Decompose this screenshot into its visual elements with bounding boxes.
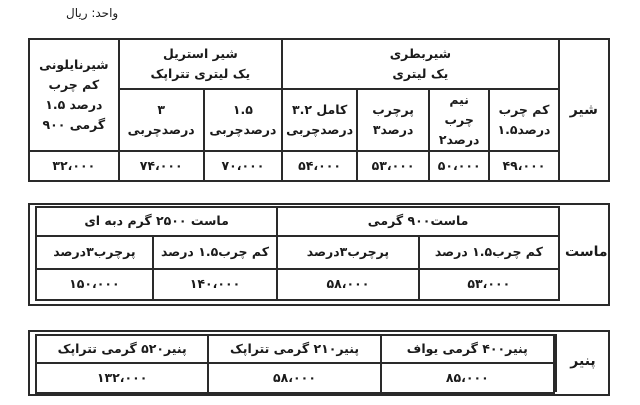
milk-price-6: ۷۴،۰۰۰: [119, 151, 204, 181]
milk-bottled-group: [282, 39, 559, 89]
milk-nylon-price: ۳۲،۰۰۰: [29, 151, 119, 181]
milk-item-1-l2: ۱.۵درصد: [497, 122, 551, 137]
milk-item-5: [204, 89, 282, 151]
yogurt-900-group: ماست۹۰۰ گرمی: [277, 207, 559, 236]
milk-sterile-group: [119, 39, 282, 89]
milk-price-4: ۵۴،۰۰۰: [282, 151, 357, 181]
milk-nylon-l2: کم چرب: [48, 77, 100, 92]
milk-category: شیر: [559, 39, 609, 181]
milk-nylon-l4: ۹۰۰ گرمی: [42, 117, 106, 132]
milk-item-6: [119, 89, 204, 151]
milk-price-1: ۴۹،۰۰۰: [489, 151, 558, 181]
milk-price-5: ۷۰،۰۰۰: [204, 151, 282, 181]
milk-item-1: [489, 89, 558, 151]
milk-bottled-sub: یک لیتری: [392, 66, 449, 81]
milk-nylon-header: [29, 39, 119, 151]
milk-item-2-l2: ۲درصد: [438, 132, 480, 147]
milk-item-4-l1: کامل ۳.۲: [291, 102, 348, 117]
milk-item-6-l2: درصدچربی: [127, 122, 195, 137]
milk-table: [28, 38, 610, 182]
yogurt-item-3: کم چرب۱.۵ درصد: [153, 236, 277, 269]
milk-item-5-l1: ۱.۵: [232, 102, 253, 117]
yogurt-category: ماست: [565, 244, 608, 260]
yogurt-table: [35, 206, 560, 301]
yogurt-2500-group: ماست ۲۵۰۰ گرم دبه ای: [36, 207, 277, 236]
cheese-price-2: ۵۸،۰۰۰: [208, 363, 380, 393]
cheese-category-divider: [555, 334, 557, 392]
cheese-item-1: پنیر۴۰۰ گرمی یواف: [381, 335, 554, 363]
cheese-item-2: پنیر۲۱۰ گرمی تتراپک: [208, 335, 380, 363]
yogurt-item-4: پرچرب۳درصد: [36, 236, 153, 269]
cheese-price-3: ۱۳۲،۰۰۰: [36, 363, 208, 393]
milk-item-2: [429, 89, 489, 151]
yogurt-item-2: پرچرب۳درصد: [277, 236, 419, 269]
milk-item-3: [357, 89, 429, 151]
milk-item-1-l1: کم چرب: [498, 102, 550, 117]
yogurt-price-2: ۵۸،۰۰۰: [277, 269, 419, 300]
milk-item-6-l1: ۳: [157, 102, 165, 117]
yogurt-price-4: ۱۵۰،۰۰۰: [36, 269, 153, 300]
milk-item-5-l2: درصدچربی: [209, 122, 277, 137]
cheese-table: [35, 334, 555, 394]
milk-nylon-l3: ۱.۵ درصد: [45, 97, 103, 112]
unit-label: واحد: ریال: [66, 6, 119, 20]
yogurt-price-3: ۱۴۰،۰۰۰: [153, 269, 277, 300]
yogurt-price-1: ۵۳،۰۰۰: [419, 269, 559, 300]
milk-item-3-l1: پرچرب: [372, 102, 415, 117]
yogurt-item-1: کم چرب۱.۵ درصد: [419, 236, 559, 269]
milk-bottled-title: شیربطری: [389, 46, 451, 61]
cheese-item-3: پنیر۵۲۰ گرمی تتراپک: [36, 335, 208, 363]
milk-sterile-sub: یک لیتری تتراپک: [150, 66, 251, 81]
milk-item-2-l1: نیم چرب: [444, 92, 474, 127]
milk-price-2: ۵۰،۰۰۰: [429, 151, 489, 181]
milk-sterile-title: شیر استریل: [162, 46, 238, 61]
milk-item-4-l2: درصدچربی: [286, 122, 354, 137]
milk-item-4: [282, 89, 357, 151]
cheese-category: پنیر: [570, 353, 596, 369]
milk-item-3-l2: ۳درصد: [372, 122, 414, 137]
milk-price-3: ۵۳،۰۰۰: [357, 151, 429, 181]
cheese-price-1: ۸۵،۰۰۰: [381, 363, 554, 393]
milk-nylon-l1: شیرنایلونی: [39, 57, 109, 72]
